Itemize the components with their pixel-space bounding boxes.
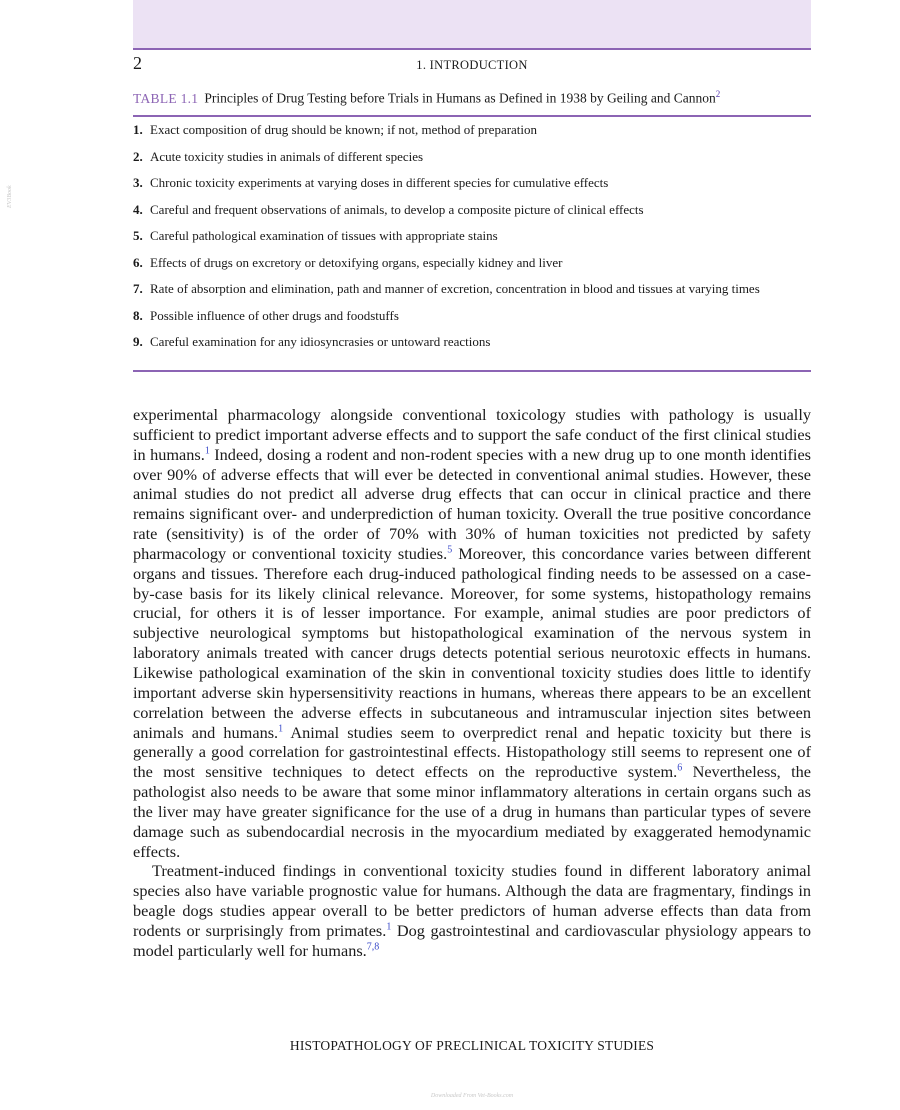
table-row-number: 5. [133,228,143,243]
table-caption-text: Principles of Drug Testing before Trials in Humans as Defined in 1938 by Geiling and Cannon [204,90,716,106]
table-row [133,280,811,297]
table-row-text: Careful examination for any idiosyncrasies or untoward reactions [150,334,491,349]
reference-link[interactable]: 6 [677,762,683,774]
body-text-segment: Nevertheless, the pathologist also needs to be aware that some minor inflammatory alterations in certain organs such as the liver may have greater significance for the use of a drug in humans than particular types of severe damage such as subendocardial necrosis in the myocardium mediated by exaggerated hemodynamic effects. [133,762,811,861]
body-text-segment: Animal studies seem to overpredict renal and hepatic toxicity but there is generally a good correlation for gastrointestinal effects. Histopathology still seems to represent one of the most sensitive techniques to detect effects on the reproductive system. [133,722,811,782]
reference-link[interactable]: 7,8 [366,941,380,953]
table-row [133,333,811,350]
body-text-segment: Treatment-induced findings in conventional toxicity studies found in different laboratory animal species also have variable prognostic value for humans. Although the data are fragmentary, findings in beagle dogs studies appear overall to be better predictors of human adverse effects than data from rodents or surprisingly from primates. [133,861,811,940]
table-row-number: 1. [133,122,143,137]
table-row-text: Chronic toxicity experiments at varying doses in different species for cumulative effects [150,175,609,190]
table-row [133,254,811,271]
table-caption [133,89,811,107]
body-text-segment: experimental pharmacology alongside conventional toxicology studies with pathology is usually sufficient to predict important adverse effects and to support the safe conduct of the first clinical studies in humans. [133,405,811,464]
body-paragraph [133,405,811,861]
table-rows [133,121,811,360]
table-row [133,174,811,191]
table-row-text: Careful pathological examination of tissues with appropriate stains [150,228,498,243]
table-top-rule [133,115,811,117]
table-row-text: Exact composition of drug should be known; if not, method of preparation [150,122,538,137]
table-row-number: 2. [133,148,143,164]
body-text-segment: Moreover, this concordance varies between different organs and tissues. Therefore each drug-induced pathological finding needs to be assessed on a case-by-case basis for its likely clinical relevance. Moreover, for some systems, histopathology remains crucial, for others it is of lesser importance. For example, animal studies are poor predictors of subjective neurological symptoms but histopathological examination of the nervous system in laboratory animals treated with cancer drugs detects potential serious neurotoxic effects in humans. Likewise pathological examination of the skin in conventional toxicity studies does little to identify important adverse skin hypersensitivity reactions in humans, whereas there appears to be an excellent correlation between the adverse effects in subcutaneous and intramuscular injection sites between animals and humans. [133,543,812,742]
table-row-text: Acute toxicity studies in animals of different species [150,148,424,164]
table-row-number: 8. [133,307,143,323]
table-row-number: 6. [133,254,143,270]
side-watermark: EV3Book [7,185,13,208]
caption-reference-link[interactable]: 2 [715,89,721,99]
download-watermark: Downloaded From Vet-Books.com [430,1093,514,1099]
body-text-segment: Dog gastrointestinal and cardiovascular physiology appears to model particularly well for humans. [133,920,812,960]
table-row [133,201,811,218]
reference-link[interactable]: 1 [278,723,284,735]
body-paragraph [133,861,811,960]
table-row [133,227,811,244]
reference-link[interactable]: 1 [204,445,210,457]
table-row-number: 7. [133,281,143,296]
table-row [133,121,811,138]
body-text [133,405,811,961]
reference-link[interactable]: 1 [386,921,392,933]
table-row-text: Careful and frequent observations of animals, to develop a composite picture of clinical effects [150,201,644,217]
table-row-number: 4. [133,201,143,217]
table-row-text: Rate of absorption and elimination, path and manner of excretion, concentration in blood and tissues at varying times [150,281,760,296]
body-text-segment: Indeed, dosing a rodent and non-rodent species with a new drug up to one month identifies over 90% of adverse effects that will ever be detected in conventional animal studies. However, these animal studies do not predict all adverse drug effects that can occur in clinical practice and there remains significant over- and underprediction of human toxicity. Overall the true positive concordance rate (sensitivity) is of the order of 70% with 30% of human toxicities not predicted by safety pharmacology or conventional toxicity studies. [133,444,812,563]
top-color-band [133,0,811,50]
table-label: TABLE 1.1 [133,90,199,106]
table-row-number: 9. [133,334,143,349]
table-row [133,307,811,324]
table-row [133,148,811,165]
table-row-text: Effects of drugs on excretory or detoxifying organs, especially kidney and liver [150,254,563,270]
reference-link[interactable]: 5 [447,544,453,556]
footer-book-title: HISTOPATHOLOGY OF PRECLINICAL TOXICITY STUDIES [289,1038,655,1053]
table-row-number: 3. [133,175,143,190]
running-head: 1. INTRODUCTION [416,58,528,72]
table-row-text: Possible influence of other drugs and foodstuffs [150,307,399,323]
page-number: 2 [133,53,142,73]
table-bottom-rule [133,370,811,372]
